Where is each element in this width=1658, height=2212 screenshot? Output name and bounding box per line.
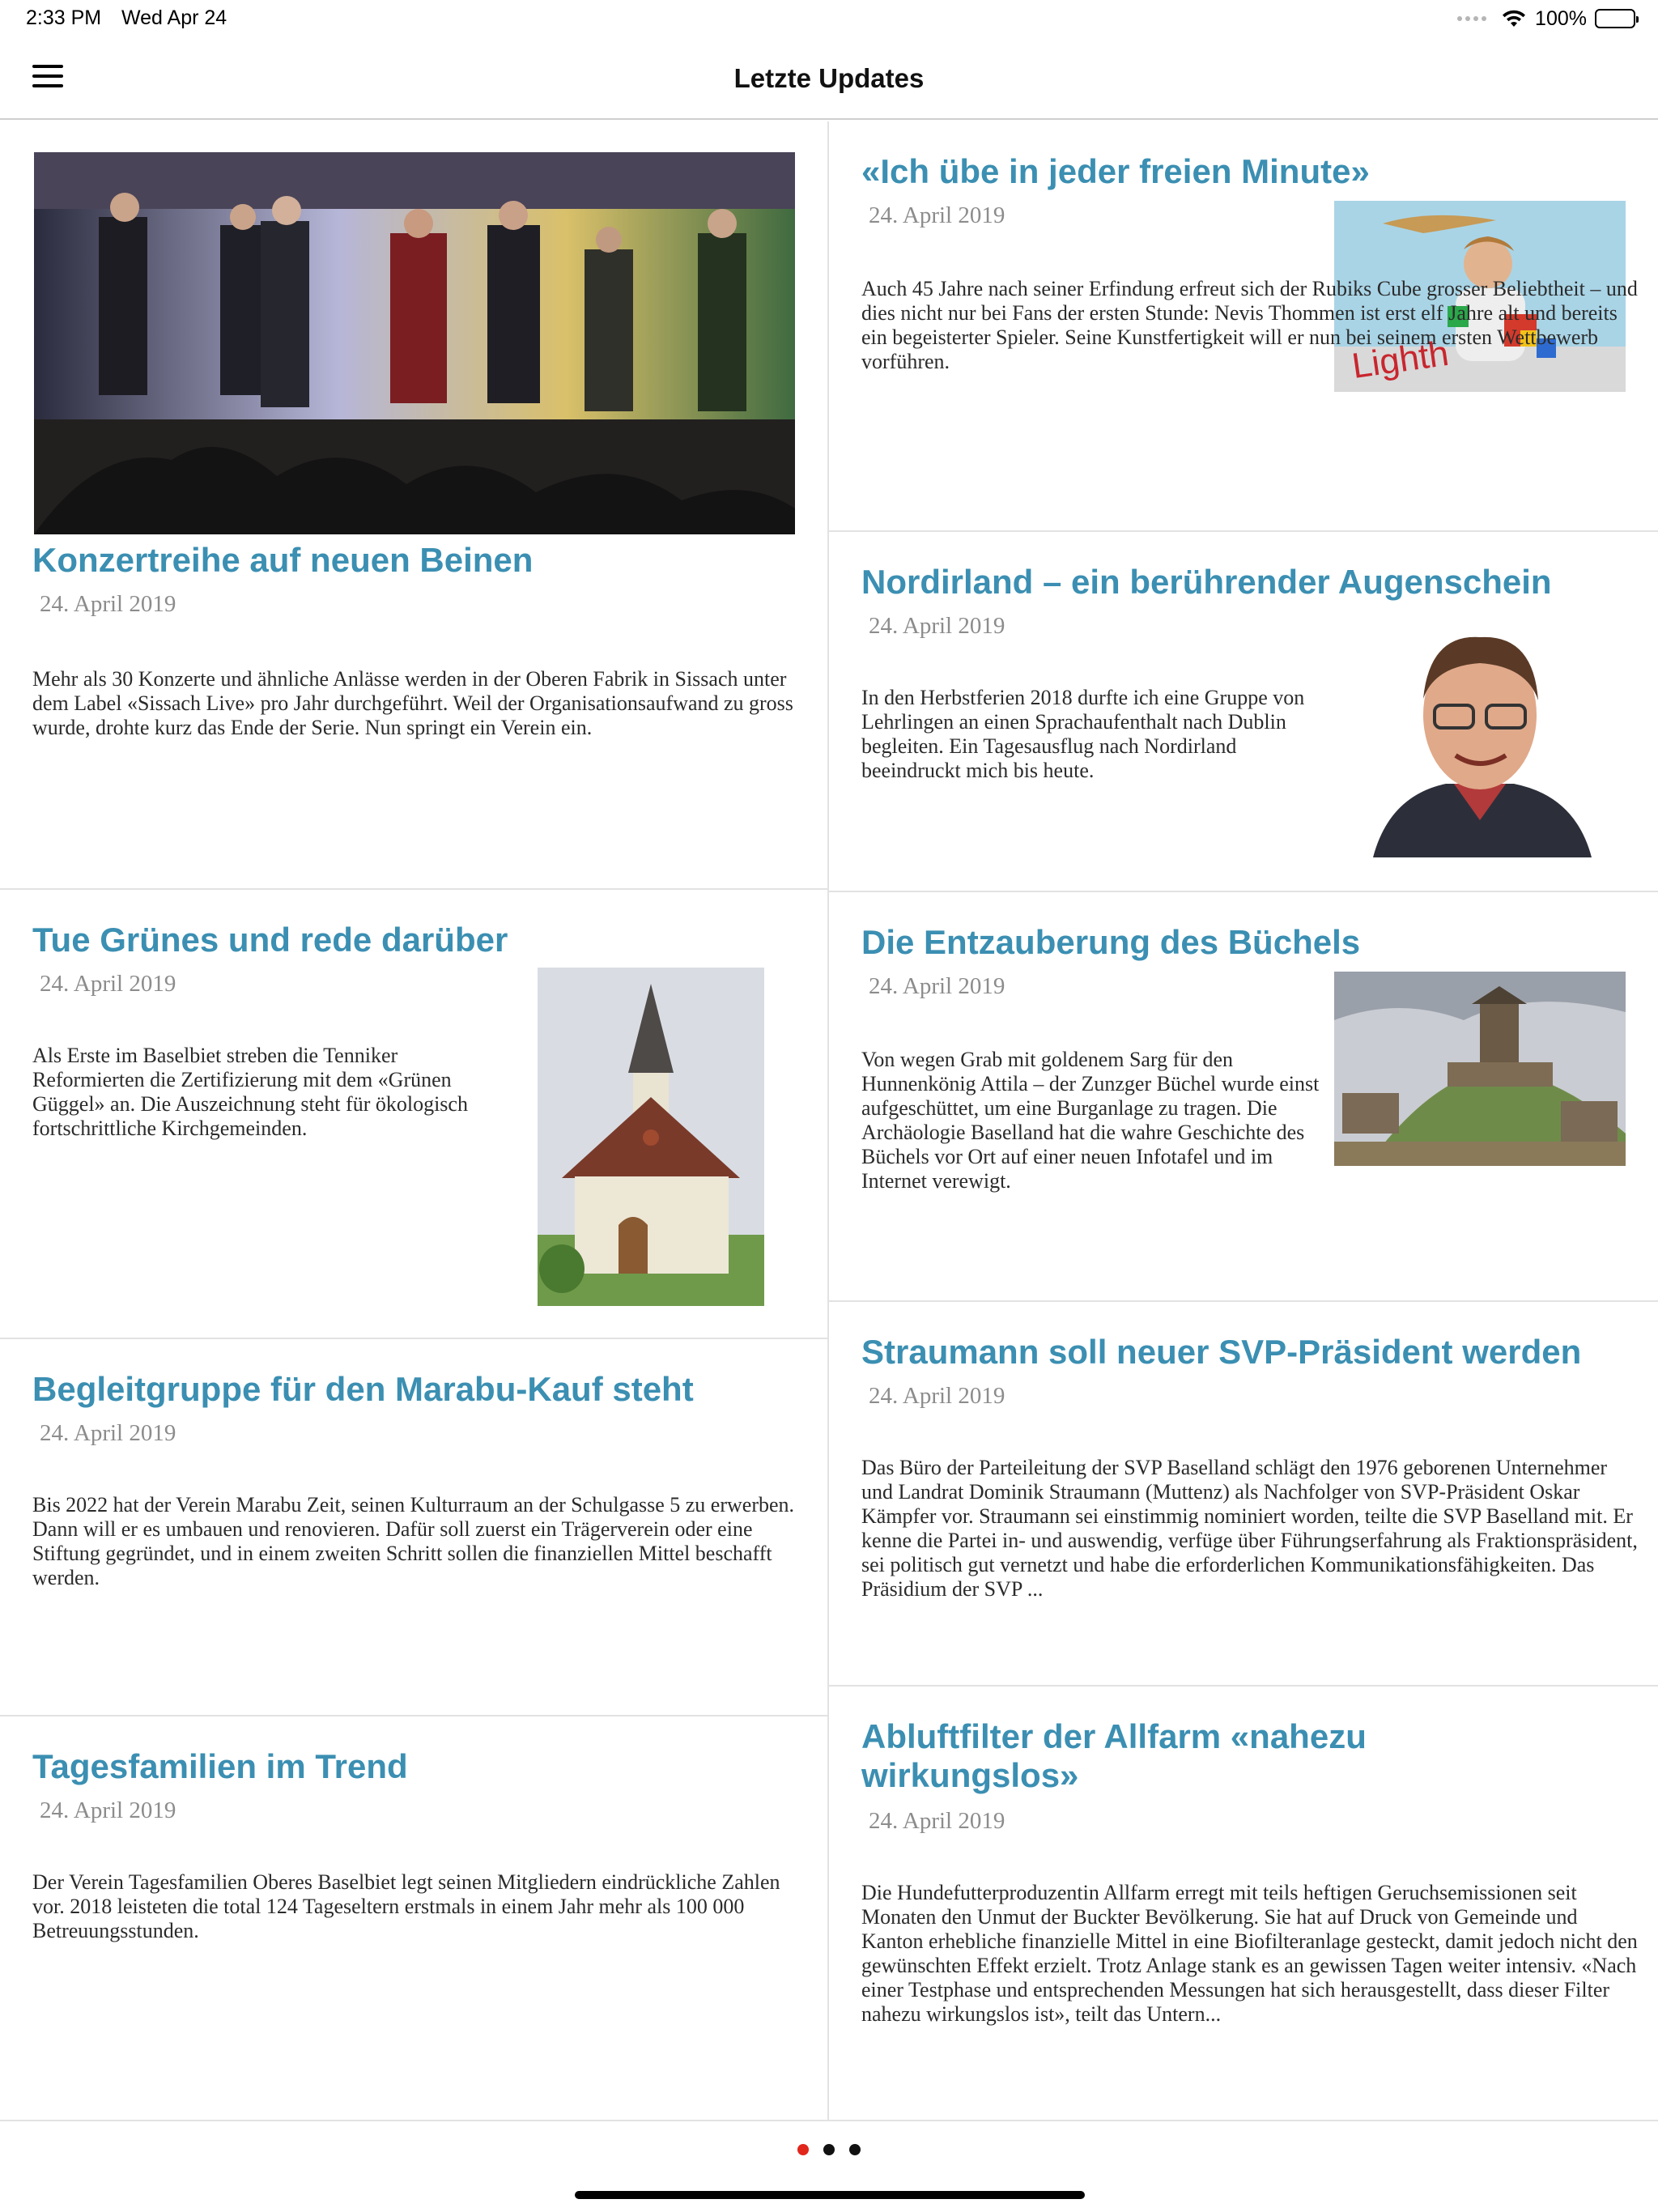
- article-card-buechel[interactable]: [829, 892, 1658, 1300]
- article-card-straumann[interactable]: [829, 1302, 1658, 1685]
- page-dot-1[interactable]: [797, 2144, 809, 2155]
- signal-icon: [1457, 16, 1486, 21]
- article-teaser: Die Hundefutterproduzentin Allfarm erregt mit teils heftigen Geruchsemissionen seit Monaten den Unmut der Buckter Bevölkerung. Sie hat auf Druck von Gemeinde und Kanton erhebliche finanzielle Mittel in eine Biofilteranlage gesteckt, damit jedoch nicht den gewünschten Effekt erzielt. Trotz Anlage stank es an gewissen Tagen weiter intensiv. «Nach einer Testphase und entsprechenden Messungen hat sich herausgestellt, dass dieser Filter nahezu wirkungslos ist», teilt das Untern...: [861, 1881, 1638, 2026]
- article-teaser: Bis 2022 hat der Verein Marabu Zeit, seinen Kulturraum an der Schulgasse 5 zu erwerben. Dann will er es umbauen und renovieren. Dafür soll zuerst ein Trägerverein oder eine Stiftung gegründet, und in einem zweiten Schritt sollen die finanziellen Mittel beschafft werden.: [32, 1493, 795, 1589]
- battery-percent: 100%: [1535, 6, 1587, 30]
- page-indicator: [0, 2144, 1658, 2155]
- article-image-church[interactable]: [538, 968, 764, 1306]
- article-date: 24. April 2019: [869, 1808, 1005, 1834]
- article-date: 24. April 2019: [40, 591, 176, 617]
- article-teaser: Mehr als 30 Konzerte und ähnliche Anlässe werden in der Oberen Fabrik in Sissach unter dem Label «Sissach Live» pro Jahr durchgeführt. Weil der Organisationsaufwand zu gross wurde, drohte kurz das Ende der Serie. Nun springt ein Verein ein.: [32, 667, 793, 739]
- article-title[interactable]: Straumann soll neuer SVP-Präsident werden: [861, 1333, 1582, 1371]
- article-teaser: Von wegen Grab mit goldenem Sarg für den Hunnenkönig Attila – der Zunzger Büchel wurde einst aufgeschüttet, um eine Burganlage zu tragen. Die Archäologie Baselland hat die wahre Geschichte des Büchels vor Ort auf einer neuen Infotafel und im Internet verewigt.: [861, 1048, 1320, 1193]
- article-title[interactable]: Tagesfamilien im Trend: [32, 1747, 408, 1785]
- row-divider: [0, 2120, 1658, 2121]
- status-date: Wed Apr 24: [121, 6, 227, 29]
- article-title[interactable]: Abluftfilter der Allfarm «nahezu wirkungslos»: [861, 1717, 1367, 1794]
- article-title[interactable]: Begleitgruppe für den Marabu-Kauf steht: [32, 1370, 694, 1408]
- wifi-icon: [1501, 9, 1527, 28]
- article-card-abluftfilter[interactable]: [829, 1687, 1658, 2120]
- article-date: 24. April 2019: [869, 1383, 1005, 1409]
- article-image-castle[interactable]: [1334, 972, 1626, 1166]
- nav-bar: [0, 39, 1658, 120]
- article-teaser: Auch 45 Jahre nach seiner Erfindung erfreut sich der Rubiks Cube grosser Beliebtheit – und dies nicht nur bei Fans der ersten Stunde: Nevis Thommen ist erst elf Jahre alt und bereits ein begeisterter Spieler. Seine Kunstfertigkeit will er nun bei seinem ersten Wettbewerb vorführen.: [861, 277, 1638, 373]
- article-date: 24. April 2019: [869, 973, 1005, 999]
- article-card-tagesfamilien[interactable]: [0, 1716, 827, 2120]
- article-title[interactable]: Nordirland – ein berührender Augenschein: [861, 563, 1552, 601]
- page-title: Letzte Updates: [733, 63, 925, 93]
- article-card-gruenes[interactable]: [0, 890, 827, 1338]
- article-date: 24. April 2019: [40, 971, 176, 997]
- status-right: [1457, 5, 1635, 32]
- status-time: 2:33 PM: [26, 6, 102, 29]
- article-image-portrait[interactable]: [1357, 610, 1603, 857]
- battery-icon: [1595, 9, 1635, 28]
- article-card-rubiks[interactable]: [829, 121, 1658, 530]
- article-card-marabu[interactable]: [0, 1339, 827, 1715]
- article-date: 24. April 2019: [869, 613, 1005, 639]
- article-title[interactable]: Die Entzauberung des Büchels: [861, 923, 1361, 961]
- article-teaser: Als Erste im Baselbiet streben die Tenniker Reformierten die Zertifizierung mit dem «Grünen Güggel» an. Die Auszeichnung steht für ökologisch fortschrittliche Kirchgemeinden.: [32, 1044, 468, 1140]
- status-bar: [0, 0, 1658, 39]
- article-title[interactable]: Konzertreihe auf neuen Beinen: [32, 541, 534, 579]
- article-title[interactable]: «Ich übe in jeder freien Minute»: [861, 152, 1370, 190]
- article-teaser: In den Herbstferien 2018 durfte ich eine Gruppe von Lehrlingen an einen Sprachaufenthalt nach Dublin begleiten. Ein Tagesausflug nach Nordirland beeindruckt mich bis heute.: [861, 686, 1305, 782]
- article-image-concert[interactable]: [34, 152, 795, 534]
- article-date: 24. April 2019: [869, 202, 1005, 228]
- article-card-konzertreihe[interactable]: [0, 121, 827, 888]
- home-indicator[interactable]: [575, 2191, 1085, 2199]
- article-teaser: Das Büro der Parteileitung der SVP Baselland schlägt den 1976 geborenen Unternehmer und Landrat Dominik Straumann (Muttenz) als Nachfolger von SVP-Präsident Oskar Kämpfer vor. Straumann sei einstimmig nominiert worden, teilte die SVP Baselland mit. Er kenne die Partei in- und auswendig, verfüge über Führungserfahrung als Fraktionspräsident, sei politisch gut vernetzt und habe die erforderlichen Kommunikationsfähigkeiten. Das Präsidium der SVP ...: [861, 1456, 1638, 1601]
- article-title[interactable]: Tue Grünes und rede darüber: [32, 921, 508, 959]
- article-teaser: Der Verein Tagesfamilien Oberes Baselbiet legt seinen Mitgliedern eindrückliche Zahlen vor. 2018 leisteten die total 124 Tageseltern erstmals in einem Jahr mehr als 100 000 Betreuungsstunden.: [32, 1870, 780, 1942]
- article-image-lettering: Lighth: [1349, 333, 1452, 387]
- page-dot-2[interactable]: [823, 2144, 835, 2155]
- page-dot-3[interactable]: [849, 2144, 861, 2155]
- article-date: 24. April 2019: [40, 1420, 176, 1446]
- article-card-nordirland[interactable]: [829, 532, 1658, 891]
- article-date: 24. April 2019: [40, 1797, 176, 1823]
